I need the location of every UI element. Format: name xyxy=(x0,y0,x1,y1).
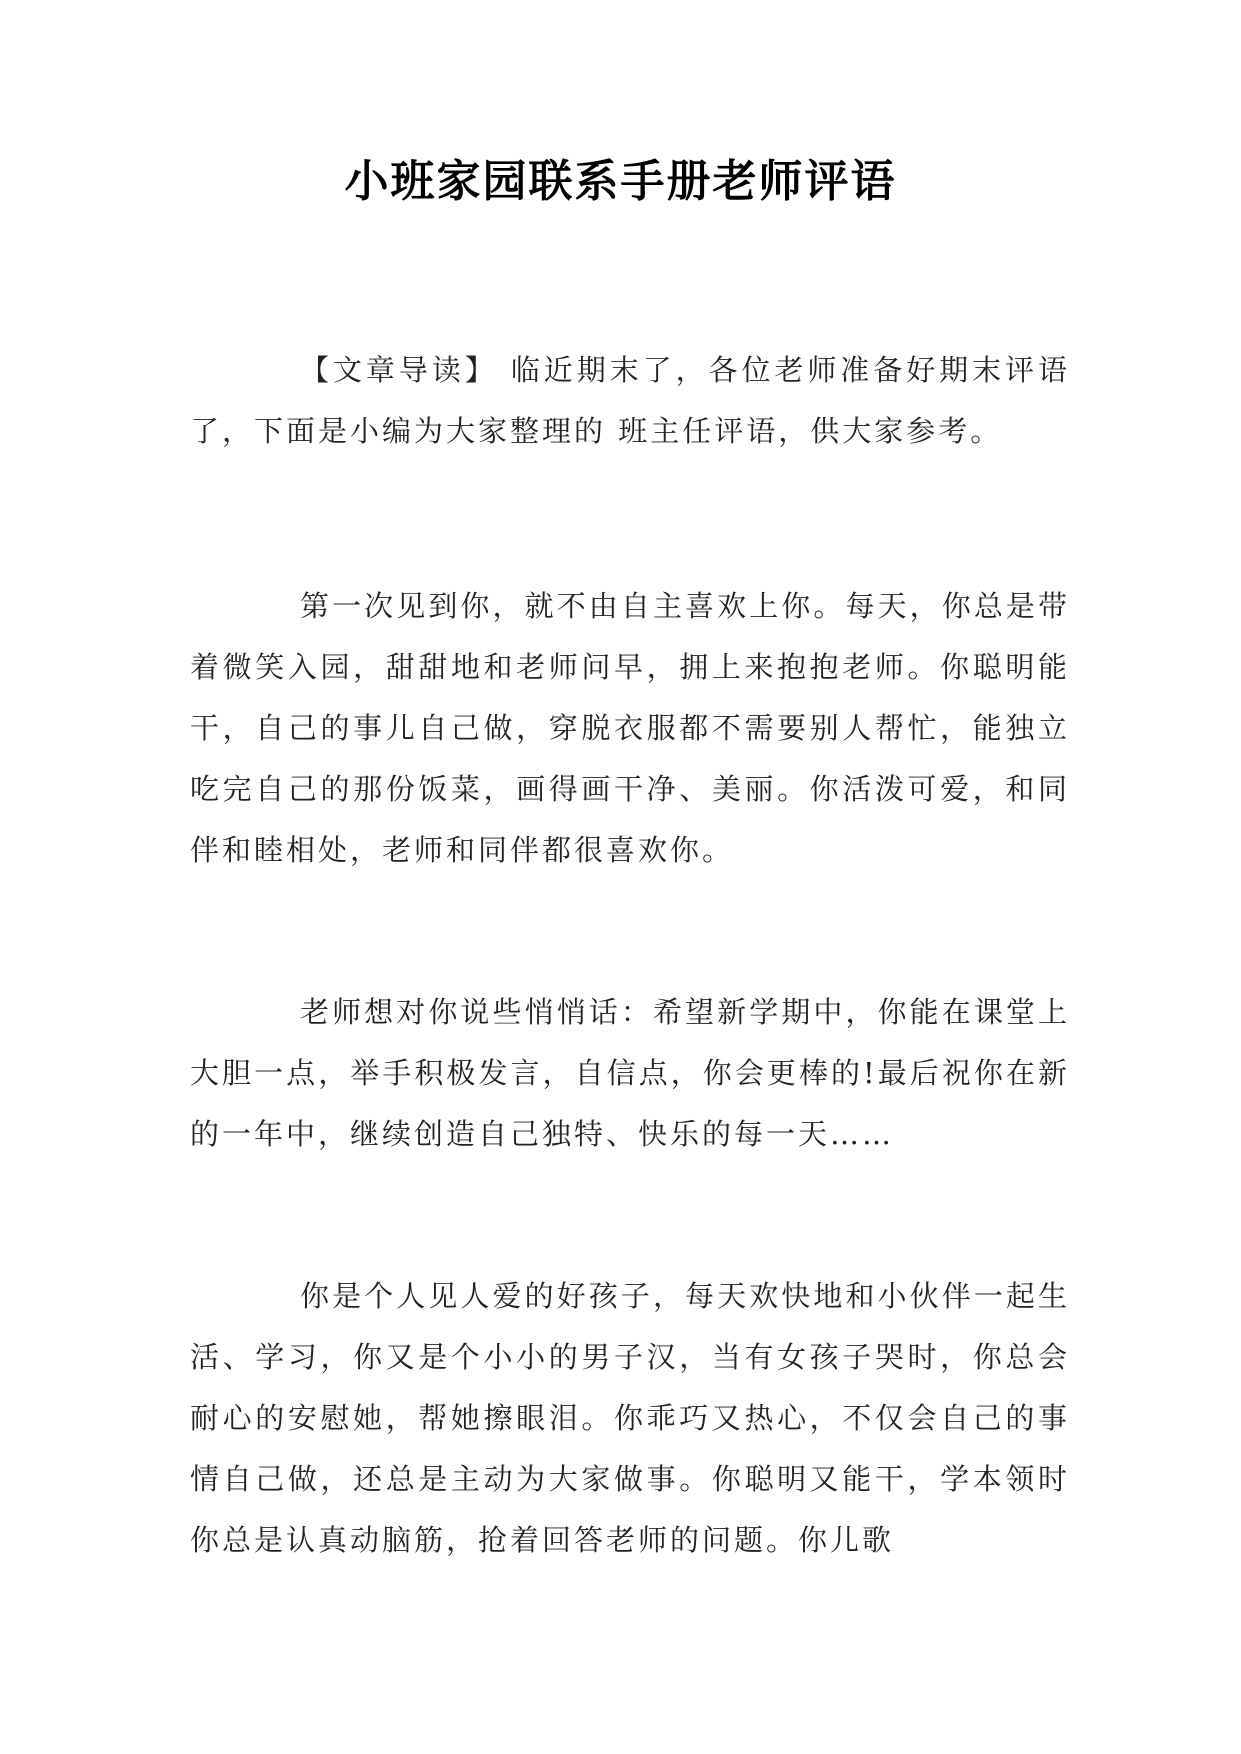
intro-text: 临近期末了，各位老师准备好期末评语了，下面是小编为大家整理的 班主任评语，供大家参考。 xyxy=(190,353,1070,448)
intro-tag: 【文章导读】 xyxy=(300,353,498,387)
intro-paragraph xyxy=(190,340,1070,462)
body-paragraph-1: 第一次见到你，就不由自主喜欢上你。每天，你总是带着微笑入园，甜甜地和老师问早，拥上来抱抱老师。你聪明能干，自己的事儿自己做，穿脱衣服都不需要别人帮忙，能独立吃完自己的那份饭菜，画得画干净、美丽。你活泼可爱，和同伴和睦相处，老师和同伴都很喜欢你。 xyxy=(190,589,1070,867)
page-title: 小班家园联系手册老师评语 xyxy=(344,156,897,207)
body-paragraph-2: 老师想对你说些悄悄话：希望新学期中，你能在课堂上大胆一点，举手积极发言，自信点，你会更棒的!最后祝你在新的一年中，继续创造自己独特、快乐的每一天…… xyxy=(190,995,1070,1151)
body-paragraph-3: 你是个人见人爱的好孩子，每天欢快地和小伙伴一起生活、学习，你又是个小小的男子汉，当有女孩子哭时，你总会耐心的安慰她，帮她擦眼泪。你乖巧又热心，不仅会自己的事情自己做，还总是主动为大家做事。你聪明又能干，学本领时你总是认真动脑筋，抢着回答老师的问题。你儿歌 xyxy=(190,1279,1070,1557)
